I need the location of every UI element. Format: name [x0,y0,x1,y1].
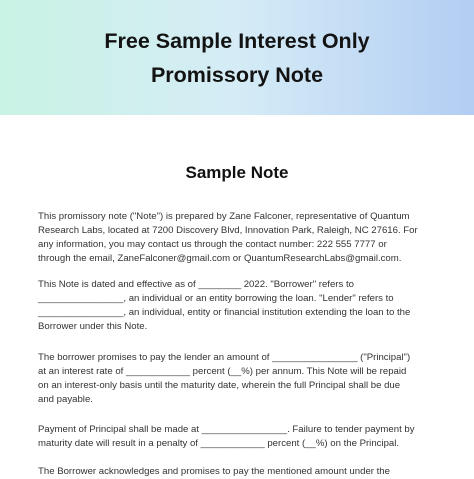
page-title-line-1: Free Sample Interest Only [104,29,370,53]
page-title-line-2: Promissory Note [150,63,324,87]
document-body [0,115,474,477]
paragraph-1-line-3: any information, you may contact us through the contact number: 222 555 7777 or [38,239,387,250]
paragraph-2-line-3: ________________, an individual, entity or financial institution extending the loan to the [38,307,411,318]
paragraph-3-line-4: and payable. [38,394,93,405]
paragraph-2-line-4: Borrower under this Note. [38,321,148,332]
document-title: Sample Note [185,163,289,182]
paragraph-2-line-2: ________________, an individual or an entity borrowing the loan. "Lender" refers to [38,293,394,304]
paragraph-2-line-1: This Note is dated and effective as of ________ 2022. "Borrower" refers to [38,279,354,290]
paragraph-1-line-2: Research Labs, located at 7200 Discovery Blvd, Innovation Park, Raleigh, NC 27616. For [38,225,418,236]
paragraph-4-line-1: Payment of Principal shall be made at ________________. Failure to tender payment by [38,424,415,435]
paragraph-5-line-1: The Borrower acknowledges and promises to pay the mentioned amount under the [38,466,390,477]
paragraph-3-line-2: at an interest rate of ____________ percent (__%) per annum. This Note will be repaid [38,366,407,377]
paragraph-4-line-2: maturity date will result in a penalty of ____________ percent (__%) on the Principal. [38,438,400,449]
paragraph-3-line-3: on an interest-only basis until the maturity date, wherein the full Principal shall be due [38,380,401,391]
paragraph-3-line-1: The borrower promises to pay the lender an amount of ________________ ("Principal") [38,352,411,363]
header-banner [0,0,474,115]
paragraph-1-line-1: This promissory note ("Note") is prepared by Zane Falconer, representative of Quantum [38,211,410,222]
paragraph-1-line-4: through the email, ZaneFalconer@gmail.com or QuantumResearchLabs@gmail.com. [38,253,402,264]
